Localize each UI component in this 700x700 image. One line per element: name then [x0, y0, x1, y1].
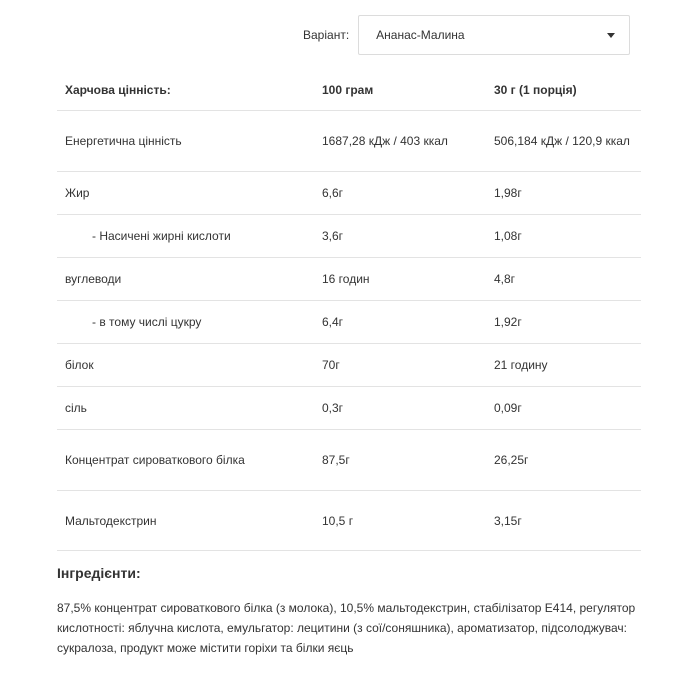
nutrient-per-100g: 1687,28 кДж / 403 ккал [314, 111, 486, 172]
table-row [57, 111, 641, 172]
variant-selector-row [303, 15, 630, 55]
nutrient-name: Концентрат сироваткового білка [57, 430, 314, 491]
variant-selected-value: Ананас-Малина [376, 28, 465, 42]
nutrient-per-100g: 6,6г [314, 172, 486, 215]
caret-down-icon [607, 33, 615, 38]
table-row [57, 215, 641, 258]
nutrient-per-serving: 0,09г [486, 387, 641, 430]
nutrition-table [57, 70, 641, 551]
table-row [57, 387, 641, 430]
nutrient-name: Мальтодекстрин [57, 491, 314, 551]
table-row [57, 258, 641, 301]
header-nutrition-value: Харчова цінність: [57, 70, 314, 111]
table-row [57, 430, 641, 491]
nutrient-per-serving: 1,98г [486, 172, 641, 215]
nutrient-name: - в тому числі цукру [57, 301, 314, 344]
nutrient-name: - Насичені жирні кислоти [57, 215, 314, 258]
header-per-100g: 100 грам [314, 70, 486, 111]
variant-dropdown[interactable] [358, 15, 630, 55]
nutrient-name: Енергетична цінність [57, 111, 314, 172]
table-row [57, 301, 641, 344]
nutrient-per-serving: 3,15г [486, 491, 641, 551]
nutrient-per-serving: 1,08г [486, 215, 641, 258]
nutrient-per-serving: 1,92г [486, 301, 641, 344]
nutrition-table-header-row [57, 70, 641, 111]
nutrient-per-100g: 87,5г [314, 430, 486, 491]
nutrient-per-serving: 506,184 кДж / 120,9 ккал [486, 111, 641, 172]
nutrient-name: Жир [57, 172, 314, 215]
ingredients-text: 87,5% концентрат сироваткового білка (з молока), 10,5% мальтодекстрин, стабілізатор Е414, регулятор кислотності: яблучна кислота, емульгатор: лецитини (з сої/соняшника), ароматизатор, підсолоджувач: сукралоза, продукт може містити горіхи та білки яєць [57, 601, 636, 655]
nutrient-per-100g: 70г [314, 344, 486, 387]
nutrient-per-serving: 4,8г [486, 258, 641, 301]
nutrient-per-100g: 0,3г [314, 387, 486, 430]
nutrient-per-100g: 6,4г [314, 301, 486, 344]
nutrient-name: білок [57, 344, 314, 387]
nutrient-per-serving: 26,25г [486, 430, 641, 491]
header-per-serving: 30 г (1 порція) [486, 70, 641, 111]
nutrient-name: сіль [57, 387, 314, 430]
nutrient-per-100g: 3,6г [314, 215, 486, 258]
table-row [57, 172, 641, 215]
nutrient-per-100g: 16 годин [314, 258, 486, 301]
variant-label: Варіант: [303, 28, 350, 42]
nutrient-per-serving: 21 годину [486, 344, 641, 387]
table-row [57, 344, 641, 387]
nutrient-name: вуглеводи [57, 258, 314, 301]
table-row [57, 491, 641, 551]
ingredients-heading: Інгредієнти: [57, 565, 141, 581]
nutrient-per-100g: 10,5 г [314, 491, 486, 551]
